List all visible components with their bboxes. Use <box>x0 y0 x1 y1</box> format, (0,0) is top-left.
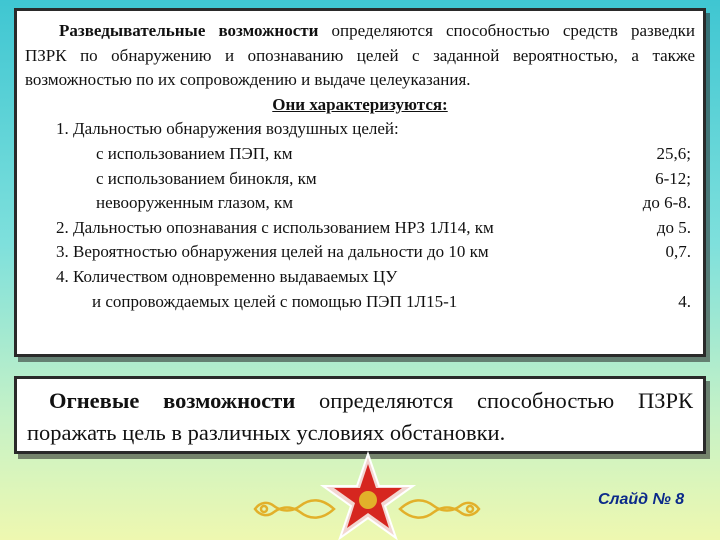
sub-item-value: до 6-8. <box>642 193 691 213</box>
sub-item-label: с использованием бинокля, км <box>96 168 317 188</box>
sub-item-value: 6-12; <box>655 168 691 188</box>
list-item-3 <box>25 240 695 265</box>
intro-bold-term: Разведывательные возможности <box>59 21 319 40</box>
list-item-label: и сопровождаемых целей с помощью ПЭП 1Л15-1 <box>92 291 458 311</box>
red-star-emblem-icon <box>318 450 418 540</box>
list-item-2 <box>25 216 695 241</box>
sub-item-naked-eye <box>25 191 695 216</box>
slide-number: Слайд № 8 <box>598 491 685 508</box>
list-item-value: 0,7. <box>665 242 691 262</box>
sub-item-binoculars <box>25 167 695 192</box>
list-item-label: 3. Вероятностью обнаружения целей на дальности до 10 км <box>56 242 489 262</box>
fire-bold-term: Огневые возможности <box>49 388 296 413</box>
sub-item-value: 25,6; <box>656 143 691 163</box>
list-heading: Они характеризуются: <box>272 94 448 114</box>
list-item-1: 1. Дальностью обнаружения воздушных целей: <box>56 119 399 139</box>
list-item-value: до 5. <box>656 217 691 237</box>
sub-item-pep <box>25 142 695 167</box>
fire-paragraph <box>27 385 693 449</box>
reconnaissance-text-box <box>14 8 706 357</box>
list-item-label: 2. Дальностью опознавания с использованием НРЗ 1Л14, км <box>56 217 494 237</box>
sub-item-label: невооруженным глазом, км <box>96 193 294 213</box>
list-item-4-continuation <box>25 290 695 315</box>
intro-text: определяются способностью средств разведки ПЗРК по обнаружению и опознаванию целей с заданной вероятностью, а также возможностью по их сопровождению и выдаче целеуказания. <box>25 21 695 90</box>
intro-paragraph <box>25 19 695 93</box>
fire-capabilities-box <box>14 376 706 454</box>
list-item-4: 4. Количеством одновременно выдаваемых ЦУ <box>56 266 398 286</box>
fire-text: определяются способностью ПЗРК поражать цель в различных условиях обстановки. <box>27 388 693 445</box>
sub-item-label: с использованием ПЭП, км <box>96 143 293 163</box>
list-item-value: 4. <box>678 291 691 311</box>
